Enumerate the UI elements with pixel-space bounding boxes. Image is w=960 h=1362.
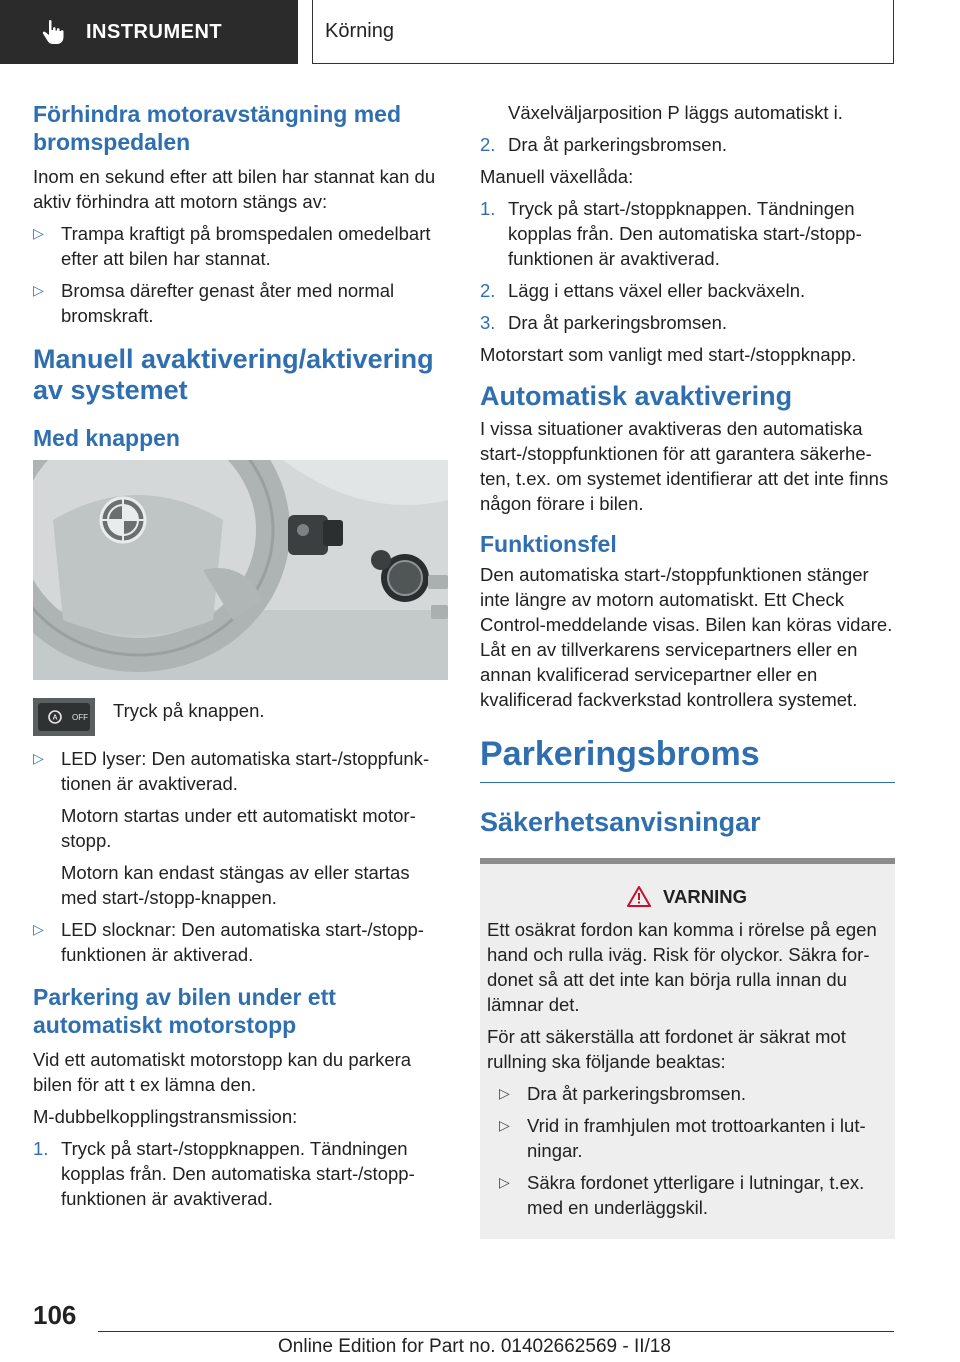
triangle-bullet-icon: ▷: [33, 282, 44, 298]
triangle-bullet-icon: ▷: [499, 1117, 510, 1133]
section-tab: [0, 0, 298, 64]
step-number: 1.: [480, 198, 496, 219]
step-text: Dra åt parkeringsbromsen.: [508, 312, 728, 333]
chapter-title: [312, 0, 894, 64]
list-item-text: Vrid in framhjulen mot trottoarkanten i lutningar.: [527, 1115, 866, 1161]
triangle-bullet-icon: ▷: [33, 921, 44, 937]
step-number: 1.: [33, 1138, 49, 1159]
warning-box: [480, 858, 895, 1239]
heading-malfunction: Funktionsfel: [480, 531, 617, 557]
footer-divider: [98, 1331, 894, 1332]
paragraph-mdct: M-dubbelkopplingstransmission:: [33, 1106, 298, 1127]
list-item: [33, 278, 448, 328]
left-column: [33, 100, 448, 1218]
step-number: 2.: [480, 134, 496, 155]
step-text: Dra åt parkeringsbromsen.: [508, 134, 728, 155]
warning-paragraph: För att säkerställa att fordonet är säkrat mot rullning ska följande beaktas:: [487, 1026, 846, 1072]
step-text: Tryck på start-/stoppknappen. Tändningen kopplas från. Den automatiska start-/stoppfunktionen är avaktiverad.: [508, 198, 862, 269]
svg-text:A: A: [52, 714, 58, 722]
list-item-text: Säkra fordonet ytterligare i lutningar, t.ex. med en underläggskil.: [527, 1172, 865, 1218]
list-item-text: LED slocknar: Den automatiska start-/stoppfunktionen är aktiverad.: [61, 919, 424, 965]
warning-paragraph: Ett osäkrat fordon kan komma i rörelse på egen hand och rulla iväg. Risk för olyckor. Säkra fordonet så att det inte kan börja rulla innan du lämnar det.: [487, 919, 877, 1015]
step-text: Lägg i ettans växel eller backväxeln.: [508, 280, 806, 301]
list-item-text: LED lyser: Den automatiska start-/stoppfunktionen är avaktiverad.: [61, 748, 430, 794]
paragraph-automatic-deactivation: I vissa situationer avaktiveras den automatiska start-/stoppfunktionen för att garantera säkerheten, t.ex. om systemet identifierar att det inte finns någon förare i bilen.: [480, 418, 889, 514]
warning-title: VARNING: [663, 886, 747, 907]
steering-wheel-photo: [33, 460, 448, 680]
list-item: [33, 221, 448, 271]
numbered-step: [480, 132, 895, 157]
list-item: [499, 1081, 887, 1106]
paragraph-prevent: Inom en sekund efter att bilen har stannat kan du aktiv förhindra att motorn stängs av:: [33, 166, 436, 212]
step-continuation: Växelväljarposition P läggs automatiskt i.: [508, 102, 843, 123]
warning-header: [487, 884, 887, 909]
numbered-step: [480, 310, 895, 335]
triangle-bullet-icon: ▷: [499, 1174, 510, 1190]
list-item-text: Dra åt parkeringsbromsen.: [527, 1083, 747, 1104]
list-item-subtext: Motorn startas under ett automatiskt motorstopp.: [61, 805, 416, 851]
numbered-step: [480, 278, 895, 303]
list-item: [33, 917, 448, 967]
hand-pointer-icon: [40, 19, 66, 45]
heading-parking-brake: Parkeringsbroms: [480, 735, 760, 773]
button-instruction-row: [33, 698, 448, 736]
triangle-bullet-icon: ▷: [499, 1085, 510, 1101]
right-column: [480, 100, 895, 1239]
press-button-text: Tryck på knappen.: [113, 700, 265, 721]
heading-parking-during-stop: Parkering av bilen under ett automatiskt motorstopp: [33, 984, 336, 1038]
page-number: 106: [33, 1300, 77, 1330]
section-tab-label: INSTRUMENT: [86, 20, 223, 43]
step-number: 3.: [480, 312, 496, 333]
heading-underline: [480, 782, 895, 783]
heading-prevent-shutdown: Förhindra motoravstängning med bromspedalen: [33, 101, 402, 155]
triangle-bullet-icon: ▷: [33, 225, 44, 241]
step-number: 2.: [480, 280, 496, 301]
warning-triangle-icon: [627, 886, 651, 907]
button-icon-text: OFF: [72, 713, 88, 722]
footer-edition: Online Edition for Part no. 01402662569 - II/18: [278, 1336, 671, 1357]
list-item: [499, 1113, 887, 1163]
list-item: [33, 746, 448, 910]
list-item-text: Trampa kraftigt på bromspedalen omedelbart efter att bilen har stannat.: [61, 223, 431, 269]
list-item-subtext: Motorn kan endast stängas av eller startas med start-/stopp-knappen.: [61, 862, 410, 908]
heading-automatic-deactivation: Automatisk avaktivering: [480, 381, 793, 411]
triangle-bullet-icon: ▷: [33, 750, 44, 766]
list-item: [499, 1170, 887, 1220]
heading-safety-instructions: Säkerhetsanvisningar: [480, 807, 761, 837]
paragraph-motorstart: Motorstart som vanligt med start-/stoppknapp.: [480, 344, 857, 365]
paragraph-malfunction: Den automatiska start-/stoppfunktionen stänger inte längre av motorn automatiskt. Ett Check Control-meddelande visas. Bilen kan köras vidare. Låt en av tillverkarens servicepartners eller en annan kvalificerad servicepartner eller en kvalificerad fackverkstad kontrollera systemet.: [480, 564, 893, 710]
step-text: Tryck på start-/stoppknappen. Tändningen kopplas från. Den automatiska start-/stoppfunktionen är avaktiverad.: [61, 1138, 415, 1209]
numbered-step: [33, 1136, 448, 1211]
list-item-text: Bromsa därefter genast åter med normal bromskraft.: [61, 280, 395, 326]
numbered-step: [480, 196, 895, 271]
heading-with-button: Med knappen: [33, 425, 180, 451]
auto-start-stop-off-button-icon: [33, 698, 95, 736]
paragraph-parking: Vid ett automatiskt motorstopp kan du parkera bilen för att t ex lämna den.: [33, 1049, 412, 1095]
paragraph-manual-gearbox: Manuell växellåda:: [480, 166, 634, 187]
chapter-title-text: Körning: [325, 20, 394, 42]
heading-manual-deactivation: Manuell avaktivering/aktivering av systemet: [33, 344, 434, 405]
